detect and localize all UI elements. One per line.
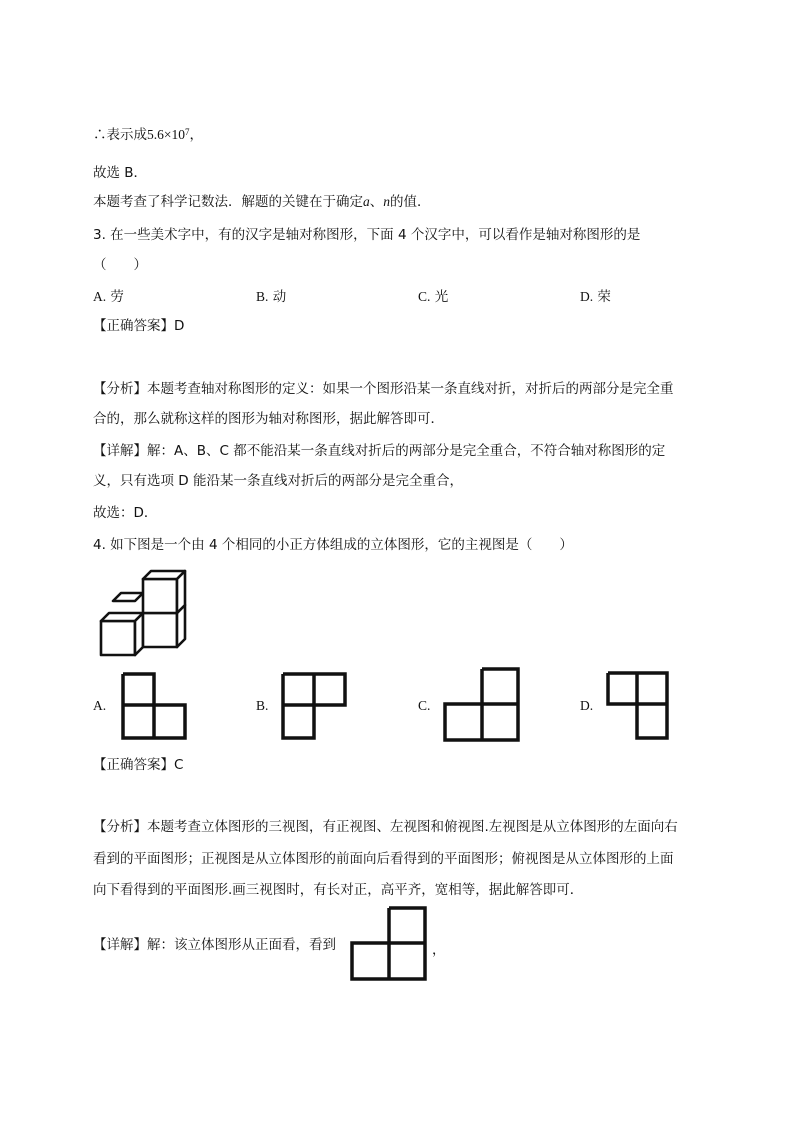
solution-line-2: 故选 B． [93, 165, 148, 181]
summary-end: 的值． [390, 194, 431, 210]
q4-analysis-3: 向下看得到的平面图形.画三视图时，有长对正，高平齐，宽相等，据此解答即可． [93, 882, 584, 898]
times-ten: ×10 [163, 127, 185, 142]
analysis-tag: 【分析】 [93, 381, 147, 397]
top-cube-front-face [143, 579, 177, 613]
q4-detail-front-view-figure [350, 906, 428, 982]
answer-value: C [174, 757, 184, 773]
left-cube-front-face [101, 621, 135, 655]
q4-detail: 【详解】解：该立体图形从正面看，看到 [93, 937, 336, 953]
back-cube-top-face [113, 593, 143, 601]
q3-option-d-text: 荣 [597, 289, 611, 305]
answer-value: D [174, 318, 185, 334]
q3-detail-1: 【详解】解：A、B、C 都不能沿某一条直线对折后的两部分是完全重合，不符合轴对称图形的定 [93, 443, 666, 459]
q4-option-b-figure [281, 672, 347, 740]
solution-line-1 [93, 125, 203, 145]
q4-option-c-label: C. [418, 698, 431, 713]
q3-option-a-text: 劳 [110, 289, 124, 305]
q4-stem: 4. 如下图是一个由 4 个相同的小正方体组成的立体图形，它的主视图是（ ） [93, 537, 573, 553]
q3-detail-3: 故选：D． [93, 505, 158, 521]
mantissa: 5.6 [147, 127, 164, 142]
q4-option-c-figure [443, 667, 521, 743]
q4-option-b-label: B. [256, 698, 269, 713]
q3-analysis-1: 【分析】本题考查轴对称图形的定义：如果一个图形沿某一条直线对折，对折后的两部分是完全重 [93, 381, 674, 397]
var-n: n [383, 194, 390, 209]
q4-detail-comma: ， [432, 942, 446, 958]
q3-paren: （ ） [93, 257, 147, 273]
analysis-tag: 【分析】 [93, 819, 147, 835]
q3-answer [93, 316, 184, 336]
solution-line-3 [93, 192, 431, 212]
q4-answer [93, 755, 183, 775]
therefore-text: ∴表示成 [93, 127, 147, 143]
q3-stem: 3. 在一些美术字中，有的汉字是轴对称图形，下面 4 个汉字中，可以看作是轴对称图形的是 [93, 227, 641, 243]
var-a: a [363, 194, 370, 209]
q4-option-d-label: D. [580, 698, 594, 713]
q3-option-b: B. 动 [256, 289, 287, 305]
separator: 、 [369, 194, 384, 210]
q3-option-d: D. 荣 [580, 289, 611, 305]
q3-option-b-text: 动 [272, 289, 287, 305]
cube-solid-figure [95, 565, 190, 660]
detail-tag: 【详解】 [93, 937, 147, 953]
q4-option-d-figure [606, 671, 670, 741]
top-cube-side-face [177, 571, 185, 613]
q4-option-a-label: A. [93, 698, 107, 713]
detail-tag: 【详解】 [93, 443, 147, 459]
answer-tag: 【正确答案】 [93, 757, 174, 773]
q3-analysis-2: 合的，那么就称这样的图形为轴对称图形，据此解答即可． [93, 411, 444, 427]
q3-option-c: C. 光 [418, 289, 449, 305]
q3-detail-2: 义，只有选项 D 能沿某一条直线对折后的两部分是完全重合， [93, 473, 463, 489]
right-cube-front-face [143, 613, 177, 647]
q4-analysis-2: 看到的平面图形；正视图是从立体图形的前面向后看得到的平面图形；俯视图是从立体图形的上面 [93, 851, 674, 867]
q3-option-c-text: 光 [434, 289, 449, 305]
q4-analysis-1: 【分析】本题考查立体图形的三视图，有正视图、左视图和俯视图.左视图是从立体图形的左面向右 [93, 819, 678, 835]
summary-text: 本题考查了科学记数法．解题的关键在于确定 [93, 194, 363, 210]
comma: ， [189, 127, 203, 143]
answer-tag: 【正确答案】 [93, 318, 174, 334]
q4-option-a-figure [121, 672, 187, 740]
q3-option-a: A. 劳 [93, 289, 124, 305]
exponent: 7 [185, 127, 190, 137]
